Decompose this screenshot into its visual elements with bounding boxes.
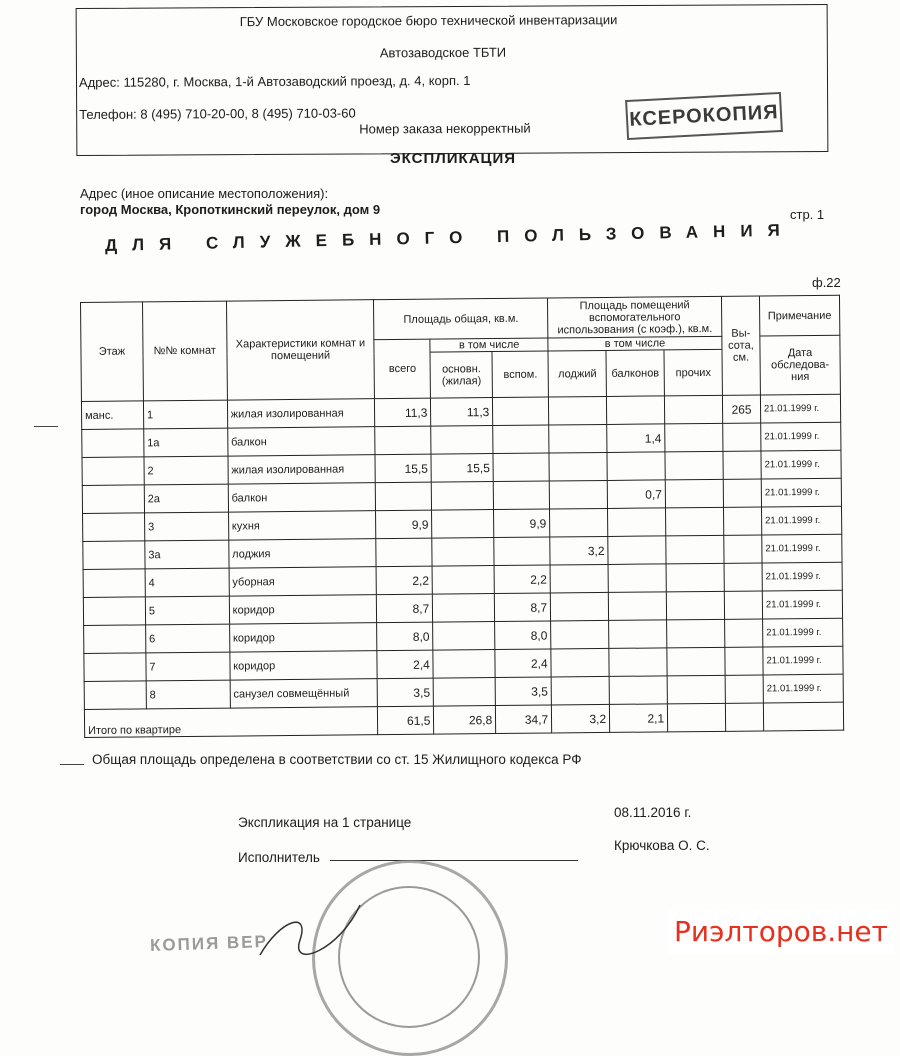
cell-total xyxy=(376,538,432,567)
cell-date: 21.01.1999 г. xyxy=(763,646,843,675)
cell-desc: балкон xyxy=(227,427,375,456)
order-note: Номер заказа некорректный xyxy=(359,120,531,137)
cell-height xyxy=(723,479,761,507)
cell-date: 21.01.1999 г. xyxy=(760,394,840,423)
explication-table xyxy=(80,295,844,738)
cell-floor xyxy=(83,513,145,542)
header-aux: вспом. xyxy=(492,351,548,398)
header-date: Дата обследова-ния xyxy=(760,335,841,395)
cell-loggia xyxy=(549,396,607,425)
watermark-logo: Риэлторов.нет xyxy=(668,910,894,954)
cell-desc: жилая изолированная xyxy=(227,399,375,428)
cell-other xyxy=(667,619,725,648)
cell-other xyxy=(665,395,723,424)
cell-height xyxy=(723,451,761,479)
cell-balcony xyxy=(609,648,667,677)
cell-total: 8,0 xyxy=(377,622,433,651)
cell-height xyxy=(725,647,763,675)
cell-loggia xyxy=(549,480,607,509)
copy-verified-stamp: КОПИЯ ВЕР xyxy=(149,931,269,956)
doc-title: ЭКСПЛИКАЦИЯ xyxy=(390,150,517,167)
cell-loggia xyxy=(551,676,609,705)
cell-room: 5 xyxy=(145,596,229,625)
cell-main xyxy=(433,622,495,651)
cell-balcony xyxy=(609,676,667,705)
total-date xyxy=(763,702,843,731)
cell-balcony xyxy=(608,536,666,565)
cell-floor xyxy=(83,569,145,598)
cell-total xyxy=(375,426,431,455)
cell-floor xyxy=(82,485,144,514)
cell-desc: балкон xyxy=(228,483,376,512)
cell-other xyxy=(665,451,723,480)
header-height: Вы-сота, см. xyxy=(721,296,760,395)
cell-aux: 9,9 xyxy=(494,509,550,538)
cell-desc: кухня xyxy=(228,511,376,540)
cell-floor xyxy=(83,597,145,626)
cell-date: 21.01.1999 г. xyxy=(761,478,841,507)
header-including-2: в том числе xyxy=(548,336,722,351)
cell-balcony xyxy=(608,508,666,537)
cell-main: 11,3 xyxy=(431,398,493,427)
total-label: Итого по квартире xyxy=(84,707,378,738)
cell-date: 21.01.1999 г. xyxy=(762,562,842,591)
restricted-label: ДЛЯ СЛУЖЕБНОГО ПОЛЬЗОВАНИЯ xyxy=(104,220,795,255)
cell-date: 21.01.1999 г. xyxy=(762,590,842,619)
header-address: Адрес: 115280, г. Москва, 1-й Автозаводский проезд, д. 4, корп. 1 xyxy=(78,72,471,90)
header-loggia: лоджий xyxy=(548,350,606,397)
cell-balcony xyxy=(608,564,666,593)
cell-height xyxy=(723,423,761,451)
cell-desc: санузел совмещённый xyxy=(230,679,378,708)
cell-height xyxy=(725,619,763,647)
cell-balcony xyxy=(608,592,666,621)
cell-room: 1а xyxy=(144,428,228,457)
cell-total: 9,9 xyxy=(376,510,432,539)
signature-line xyxy=(330,860,578,861)
total-loggia: 3,2 xyxy=(552,704,610,733)
cell-floor xyxy=(82,457,144,486)
cell-other xyxy=(666,507,724,536)
cell-aux: 8,0 xyxy=(495,621,551,650)
cell-other xyxy=(666,535,724,564)
cell-aux xyxy=(493,397,549,426)
header-total-area: Площадь общая, кв.м. xyxy=(374,298,548,340)
header-other: прочих xyxy=(664,349,722,396)
cell-desc: коридор xyxy=(230,651,378,680)
header-all: всего xyxy=(374,339,430,399)
total-other xyxy=(667,703,725,732)
page-number: стр. 1 xyxy=(790,207,825,222)
cell-room: 8 xyxy=(146,680,230,709)
cell-total: 11,3 xyxy=(375,398,431,427)
cell-room: 6 xyxy=(145,624,229,653)
address-value: город Москва, Кропоткинский переулок, дом 9 xyxy=(80,202,381,217)
cell-total: 2,2 xyxy=(376,566,432,595)
cell-room: 2а xyxy=(144,484,228,513)
table-body xyxy=(81,394,843,709)
cell-aux xyxy=(494,537,550,566)
cell-height xyxy=(724,535,762,563)
cell-room: 3а xyxy=(145,540,229,569)
header-characteristics: Характеристики комнат и помещений xyxy=(226,300,375,400)
cell-height xyxy=(724,563,762,591)
total-height xyxy=(725,703,763,731)
cell-desc: коридор xyxy=(229,623,377,652)
cell-date: 21.01.1999 г. xyxy=(763,618,843,647)
cell-date: 21.01.1999 г. xyxy=(761,450,841,479)
cell-aux: 2,4 xyxy=(495,649,551,678)
cell-main xyxy=(431,426,493,455)
cell-loggia: 3,2 xyxy=(550,536,608,565)
header-including-1: в том числе xyxy=(430,338,548,352)
total-aux: 34,7 xyxy=(496,705,552,734)
cell-floor xyxy=(83,541,145,570)
cell-loggia xyxy=(551,620,609,649)
cell-aux xyxy=(493,481,549,510)
margin-mark xyxy=(60,764,84,765)
cell-total: 15,5 xyxy=(375,454,431,483)
cell-height xyxy=(724,591,762,619)
cell-total: 2,4 xyxy=(377,650,433,679)
cell-other xyxy=(665,423,723,452)
cell-balcony xyxy=(607,396,665,425)
cell-total xyxy=(376,482,432,511)
cell-loggia xyxy=(549,452,607,481)
cell-aux xyxy=(493,425,549,454)
cell-floor xyxy=(82,429,144,458)
cell-date: 21.01.1999 г. xyxy=(761,422,841,451)
cell-desc: жилая изолированная xyxy=(228,455,376,484)
cell-loggia xyxy=(550,564,608,593)
cell-date: 21.01.1999 г. xyxy=(761,506,841,535)
cell-floor: манс. xyxy=(81,401,143,430)
cell-floor xyxy=(84,653,146,682)
cell-other xyxy=(667,675,725,704)
cell-main xyxy=(433,650,495,679)
cell-room: 3 xyxy=(144,512,228,541)
cell-main xyxy=(432,538,494,567)
total-all: 61,5 xyxy=(378,706,434,735)
cell-room: 4 xyxy=(145,568,229,597)
margin-mark xyxy=(34,426,58,427)
cell-total: 3,5 xyxy=(378,678,434,707)
cell-loggia xyxy=(551,648,609,677)
form-number: ф.22 xyxy=(812,275,841,290)
header-phone: Телефон: 8 (495) 710-20-00, 8 (495) 710-03-60 xyxy=(79,105,356,122)
cell-floor xyxy=(84,625,146,654)
cell-aux xyxy=(493,453,549,482)
cell-balcony xyxy=(609,620,667,649)
cell-desc: уборная xyxy=(229,567,377,596)
cell-date: 21.01.1999 г. xyxy=(762,534,842,563)
cell-total: 8,7 xyxy=(377,594,433,623)
header-main: основн. (жилая) xyxy=(430,352,492,399)
cell-main xyxy=(432,510,494,539)
header-aux-area: Площадь помещений вспомогательного использования (с коэф.), кв.м. xyxy=(548,296,722,338)
cell-other xyxy=(665,479,723,508)
cell-loggia xyxy=(550,592,608,621)
cell-other xyxy=(666,591,724,620)
cell-other xyxy=(667,647,725,676)
cell-room: 2 xyxy=(144,456,228,485)
cell-main: 15,5 xyxy=(431,454,493,483)
doc-date: 08.11.2016 г. xyxy=(614,805,692,820)
cell-main xyxy=(432,482,494,511)
total-balcony: 2,1 xyxy=(609,704,667,733)
cell-room: 1 xyxy=(143,400,227,429)
address-label: Адрес (иное описание местоположения): xyxy=(80,186,329,201)
pages-count: Экспликация на 1 странице xyxy=(238,815,412,830)
cell-desc: коридор xyxy=(229,595,377,624)
cell-aux: 3,5 xyxy=(495,677,551,706)
cell-room: 7 xyxy=(146,652,230,681)
footnote: Общая площадь определена в соответствии со ст. 15 Жилищного кодекса РФ xyxy=(92,752,582,767)
cell-main xyxy=(432,566,494,595)
cell-main xyxy=(433,594,495,623)
header-floor: Этаж xyxy=(81,302,144,402)
copy-stamp: КСЕРОКОПИЯ xyxy=(625,92,783,140)
cell-aux: 8,7 xyxy=(495,593,551,622)
cell-height xyxy=(725,675,763,703)
header-rooms: №№ комнат xyxy=(142,301,227,401)
cell-balcony: 1,4 xyxy=(607,424,665,453)
cell-aux: 2,2 xyxy=(494,565,550,594)
cell-floor xyxy=(84,681,146,710)
cell-date: 21.01.1999 г. xyxy=(763,674,843,703)
executor-name: Крючкова О. С. xyxy=(614,838,710,853)
cell-height xyxy=(724,507,762,535)
executor-label: Исполнитель xyxy=(238,850,320,865)
cell-main xyxy=(433,678,495,707)
cell-loggia xyxy=(549,424,607,453)
header-org: ГБУ Московское городское бюро технической инвентаризации xyxy=(239,12,618,30)
cell-desc: лоджия xyxy=(228,539,376,568)
header-note: Примечание xyxy=(759,295,839,336)
cell-balcony: 0,7 xyxy=(607,480,665,509)
cell-balcony xyxy=(607,452,665,481)
cell-height: 265 xyxy=(722,395,760,423)
total-main: 26,8 xyxy=(434,706,496,735)
header-balcony: балконов xyxy=(606,350,664,397)
cell-loggia xyxy=(550,508,608,537)
cell-other xyxy=(666,563,724,592)
header-branch: Автозаводское ТБТИ xyxy=(379,44,507,61)
